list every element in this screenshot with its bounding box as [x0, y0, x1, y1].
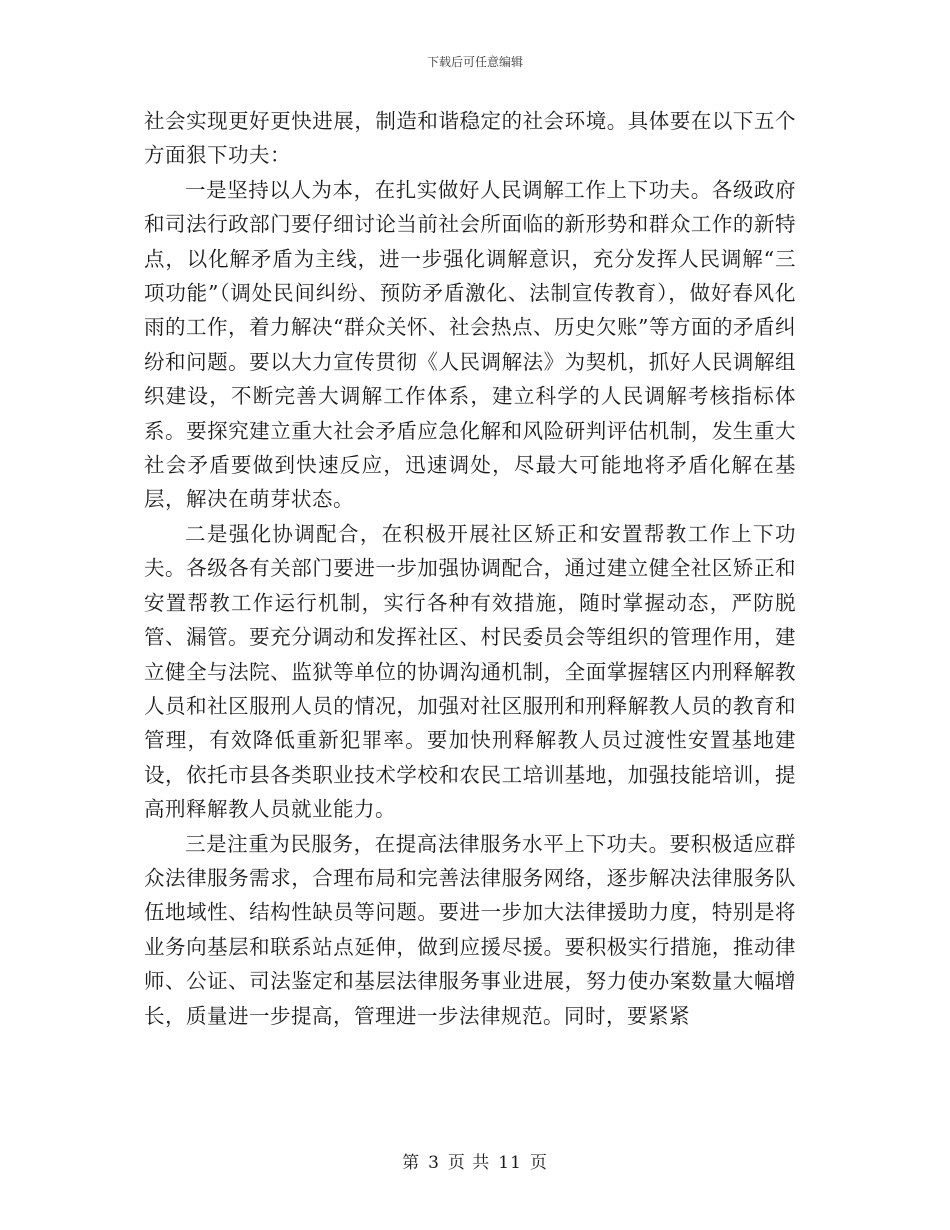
paragraph-continuation: 社会实现更好更快进展，制造和谐稳定的社会环境。具体要在以下五个方面狠下功夫：: [144, 109, 796, 168]
document-body: [144, 104, 796, 1033]
page-footer: [0, 1152, 950, 1174]
footer-total-pages: 11: [498, 1153, 522, 1173]
footer-suffix: 页: [529, 1153, 548, 1173]
footer-prefix: 第: [402, 1153, 421, 1173]
paragraph-point-three: 三是注重为民服务，在提高法律服务水平上下功夫。要积极适应群众法律服务需求，合理布局和完善法律服务网络，逐步解决法律服务队伍地域性、结构性缺员等问题。要进一步加大法律援助力度，特别是将业务向基层和联系站点延伸，做到应援尽援。要积极实行措施，推动律师、公证、司法鉴定和基层法律服务事业进展，努力使办案数量大幅增长，质量进一步提高，管理进一步法律规范。同时，要紧紧: [144, 831, 796, 1028]
paragraph-point-two: 二是强化协调配合，在积极开展社区矫正和安置帮教工作上下功夫。各级各有关部门要进一步加强协调配合，通过建立健全社区矫正和安置帮教工作运行机制，实行各种有效措施，随时掌握动态，严防脱管、漏管。要充分调动和发挥社区、村民委员会等组织的管理作用，建立健全与法院、监狱等单位的协调沟通机制，全面掌握辖区内刑释解教人员和社区服刑人员的情况，加强对社区服刑和刑释解教人员的教育和管理，有效降低重新犯罪率。要加快刑释解教人员过渡性安置基地建设，依托市县各类职业技术学校和农民工培训基地，加强技能培训，提高刑释解教人员就业能力。: [144, 521, 796, 822]
footer-page-number: 3: [428, 1153, 440, 1173]
footer-middle: 页 共: [447, 1153, 491, 1173]
paragraph-point-one: 一是坚持以人为本，在扎实做好人民调解工作上下功夫。各级政府和司法行政部门要仔细讨论当前社会所面临的新形势和群众工作的新特点，以化解矛盾为主线，进一步强化调解意识，充分发挥人民调解“三项功能”（调处民间纠纷、预防矛盾激化、法制宣传教育），做好春风化雨的工作，着力解决“群众关怀、社会热点、历史欠账”等方面的矛盾纠纷和问题。要以大力宣传贯彻《人民调解法》为契机，抓好人民调解组织建设，不断完善大调解工作体系，建立科学的人民调解考核指标体系。要探究建立重大社会矛盾应急化解和风险研判评估机制，发生重大社会矛盾要做到快速反应，迅速调处，尽最大可能地将矛盾化解在基层，解决在萌芽状态。: [144, 177, 796, 512]
page-header: 下载后可任意编辑: [426, 55, 523, 69]
